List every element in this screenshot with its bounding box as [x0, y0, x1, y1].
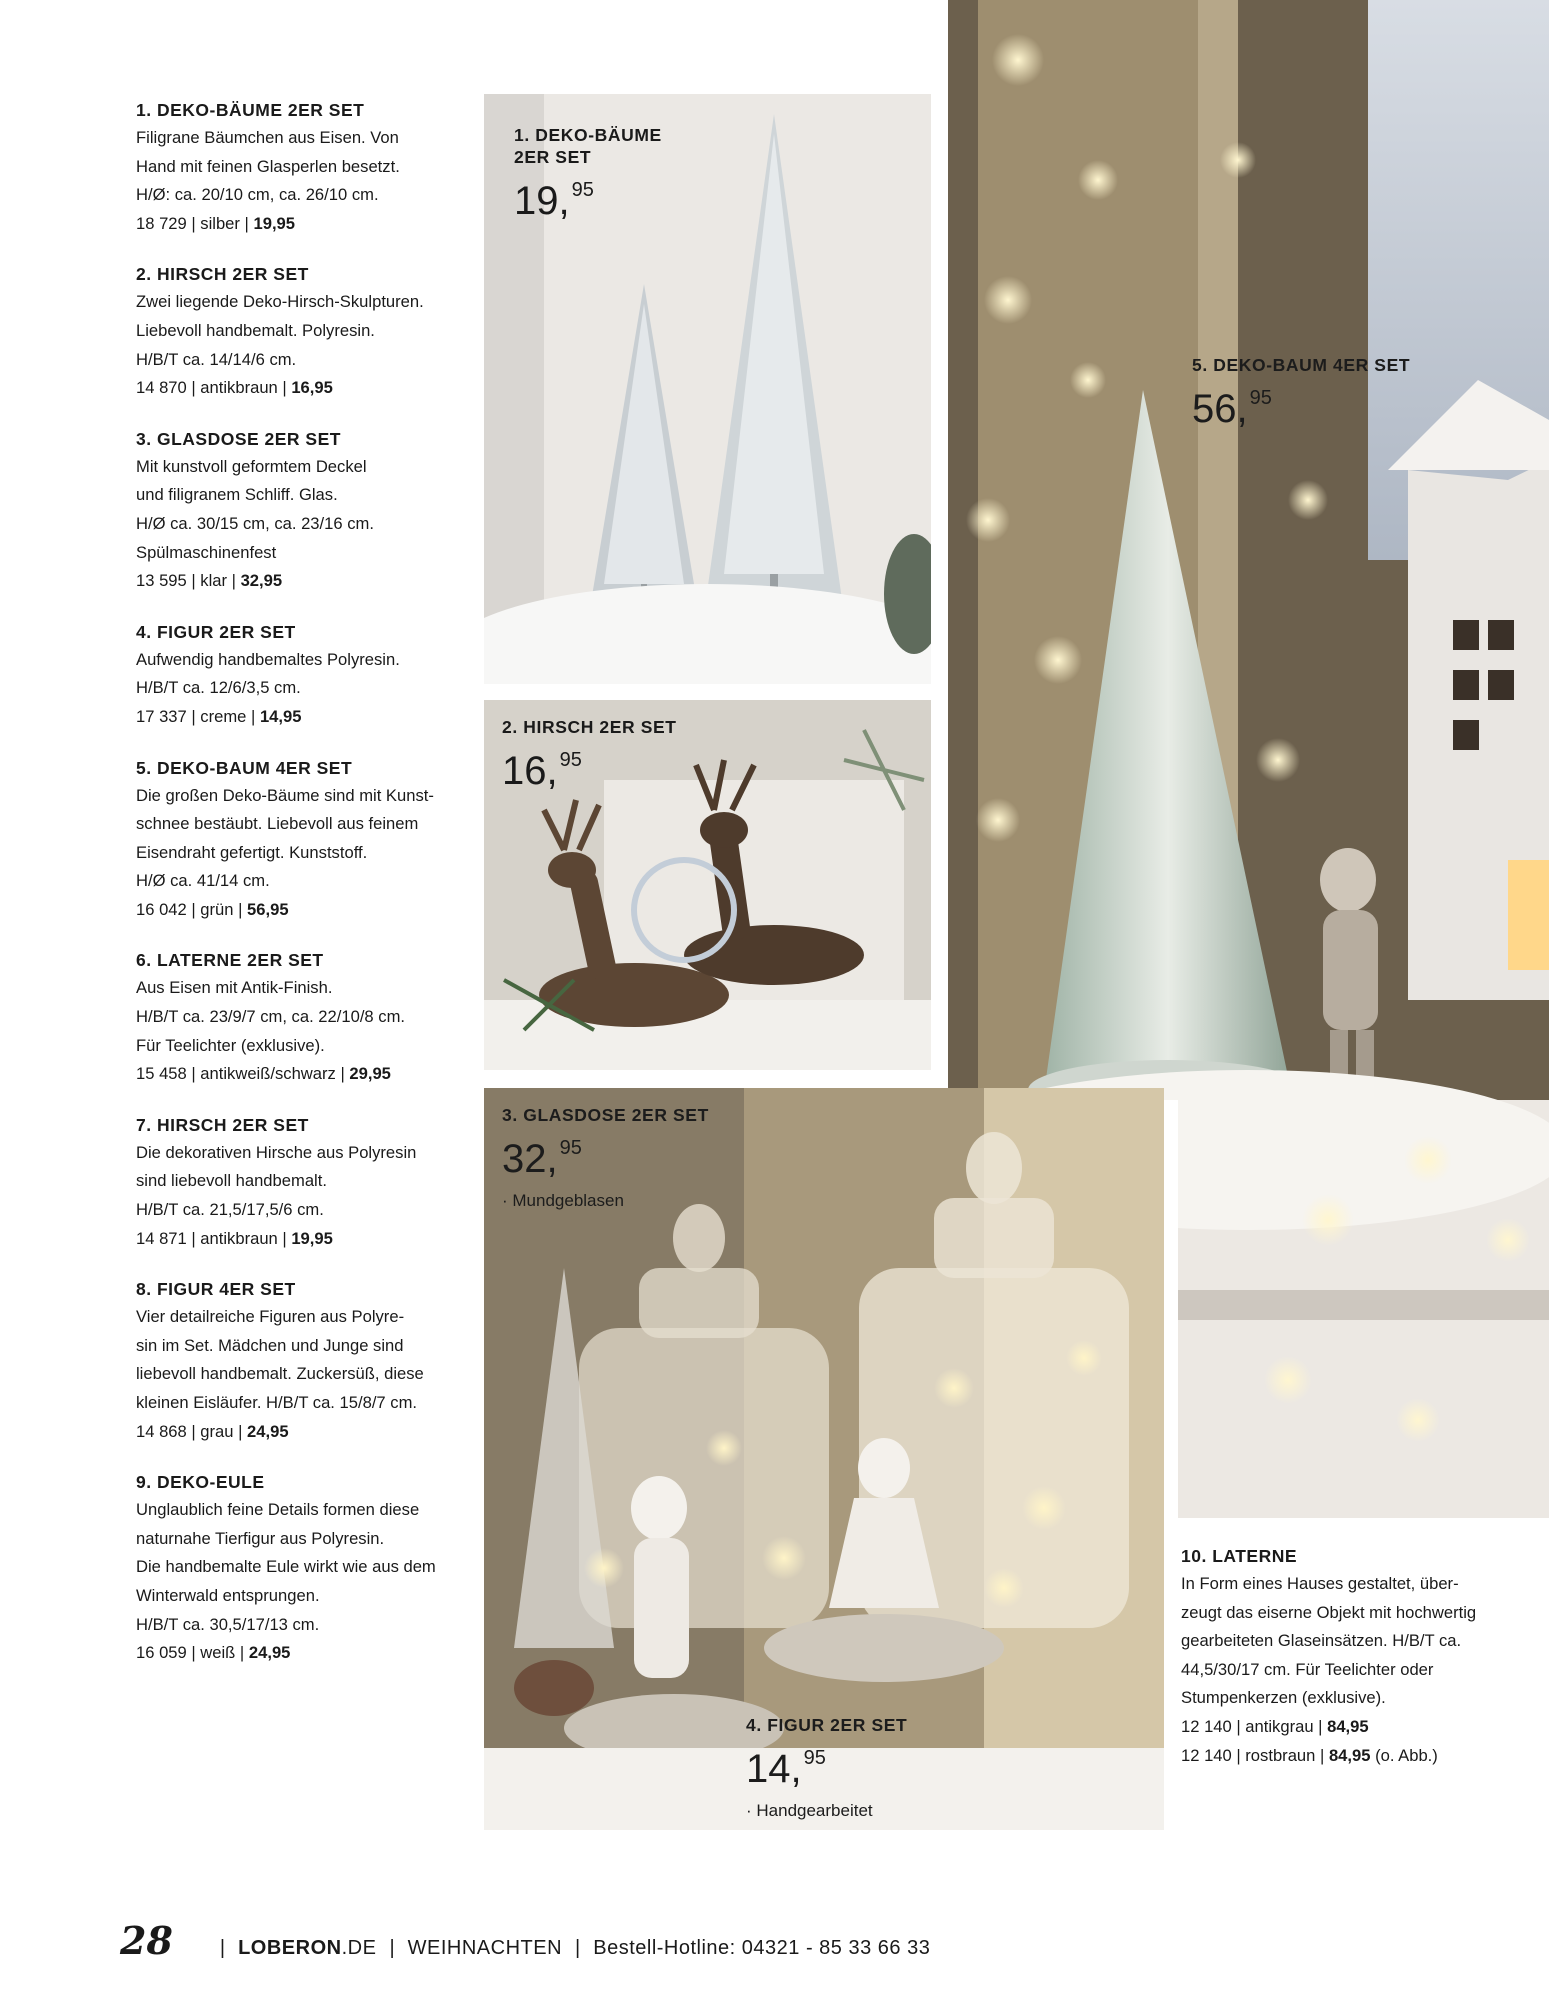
product-price: 16,95	[291, 378, 333, 398]
product-meta	[136, 896, 476, 925]
product-price: 19,95	[253, 213, 296, 233]
product-title: 4. FIGUR 2ER SET	[136, 621, 296, 642]
product-article: 18 729 | silber |	[136, 213, 249, 233]
product-article: 13 595 | klar |	[136, 571, 236, 591]
product-desc-line: gearbeiteten Glaseinsätzen. H/B/T ca.	[1181, 1631, 1462, 1651]
product-desc-line: Spülmaschinenfest	[136, 542, 277, 562]
footer-hotline: Bestell-Hotline: 04321 - 85 33 66 33	[593, 1937, 931, 1959]
price-label-amount	[514, 170, 662, 221]
product-desc-line: sin im Set. Mädchen und Junge sind	[136, 1335, 404, 1355]
price-label-deko-baeume	[514, 124, 662, 221]
product-article: 12 140 | antikgrau |	[1181, 1716, 1323, 1736]
product-desc-line: Aufwendig handbemaltes Polyresin.	[136, 649, 400, 669]
product-title: 8. FIGUR 4ER SET	[136, 1279, 296, 1300]
product-description-list	[136, 96, 476, 1690]
footer-section: WEIHNACHTEN	[407, 1937, 563, 1959]
product-desc-line: und filigranem Schliff. Glas.	[136, 485, 338, 505]
product-figur-4er	[136, 1275, 476, 1446]
product-desc-line: Die großen Deko-Bäume sind mit Kunst-	[136, 785, 434, 805]
price-label-name: 1. DEKO-BÄUME	[514, 125, 662, 145]
product-title: 3. GLASDOSE 2ER SET	[136, 428, 341, 449]
product-desc-line: Mit kunstvoll geformtem Deckel	[136, 456, 367, 476]
product-desc-line: Aus Eisen mit Antik-Finish.	[136, 978, 333, 998]
product-meta	[136, 1418, 476, 1447]
price-label-amount	[502, 1128, 709, 1179]
product-desc-line: Liebevoll handbemalt. Polyresin.	[136, 320, 375, 340]
product-desc-line: kleinen Eisläufer. H/B/T ca. 15/8/7 cm.	[136, 1393, 417, 1412]
brand-domain: .DE	[341, 1937, 377, 1959]
product-hirsch	[136, 260, 476, 402]
brand-link[interactable]	[238, 1937, 376, 1960]
product-desc-line: H/B/T ca. 12/6/3,5 cm.	[136, 678, 301, 698]
price-cents: 95	[571, 179, 594, 201]
product-desc-line: Die handbemalte Eule wirkt wie aus dem	[136, 1557, 436, 1577]
price-cents: 95	[1249, 387, 1272, 409]
price-label-note: · Handgearbeitet	[746, 1801, 873, 1820]
brand-name: LOBERON	[238, 1937, 342, 1959]
price-cents: 95	[559, 749, 582, 771]
product-desc-line: H/Ø ca. 41/14 cm.	[136, 871, 270, 891]
price-label-name-2: 2ER SET	[514, 147, 592, 167]
product-meta	[136, 567, 476, 596]
product-desc-line: H/Ø ca. 30/15 cm, ca. 23/16 cm.	[136, 513, 374, 533]
product-article: 17 337 | creme |	[136, 706, 256, 726]
product-desc-line: H/Ø: ca. 20/10 cm, ca. 26/10 cm.	[136, 185, 379, 205]
product-glasdose	[136, 425, 476, 596]
price-label-name: 2. HIRSCH 2ER SET	[502, 717, 677, 737]
product-title: 1. DEKO-BÄUME 2ER SET	[136, 100, 365, 120]
price-label-deko-baum	[1192, 354, 1410, 429]
product-title: 2. HIRSCH 2ER SET	[136, 264, 309, 285]
product-price: 14,95	[259, 706, 302, 726]
footer-divider: |	[219, 1937, 226, 1959]
product-desc-line: H/B/T ca. 30,5/17/13 cm.	[136, 1614, 320, 1634]
product-price: 84,95	[1327, 1716, 1369, 1736]
product-desc-line: schnee bestäubt. Liebevoll aus feinem	[136, 814, 419, 834]
product-price: 24,95	[248, 1643, 291, 1663]
footer-divider: |	[389, 1937, 395, 1959]
product-article: 16 042 | grün |	[136, 899, 243, 919]
price-label-amount	[746, 1738, 907, 1789]
price-label-glasdose	[502, 1104, 709, 1211]
product-article: 15 458 | antikweiß/schwarz |	[136, 1064, 345, 1084]
product-article: 14 868 | grau |	[136, 1421, 243, 1441]
product-price: 19,95	[291, 1228, 333, 1248]
product-desc-line: H/B/T ca. 21,5/17,5/6 cm.	[136, 1200, 324, 1220]
product-article: 12 140 | rostbraun |	[1181, 1745, 1325, 1765]
product-desc-line: In Form eines Hauses gestaltet, über-	[1181, 1574, 1459, 1593]
product-desc-line: naturnahe Tierfigur aus Polyresin.	[136, 1528, 385, 1548]
product-desc-line: 44,5/30/17 cm. Für Teelichter oder	[1181, 1659, 1434, 1679]
price-label-amount	[1192, 378, 1410, 429]
product-note: (o. Abb.)	[1375, 1745, 1438, 1765]
product-price: 32,95	[240, 571, 283, 591]
product-title: 7. HIRSCH 2ER SET	[136, 1114, 309, 1135]
product-price: 29,95	[349, 1064, 391, 1084]
product-meta	[136, 1639, 476, 1668]
product-desc-line: Filigrane Bäumchen aus Eisen. Von	[136, 128, 399, 147]
product-desc-line: Unglaublich feine Details formen diese	[136, 1500, 420, 1520]
product-meta	[136, 1060, 476, 1089]
product-deko-eule	[136, 1468, 476, 1668]
product-desc-line: Vier detailreiche Figuren aus Polyre-	[136, 1307, 405, 1327]
page-footer	[120, 1918, 931, 1963]
product-desc-line: Stumpenkerzen (exklusive).	[1181, 1688, 1386, 1708]
product-desc-line: H/B/T ca. 14/14/6 cm.	[136, 349, 297, 369]
product-desc-line: Für Teelichter (exklusive).	[136, 1035, 325, 1055]
price-main: 16,	[502, 749, 558, 793]
product-hirsch-2	[136, 1111, 476, 1253]
product-meta	[136, 374, 476, 403]
product-meta	[136, 1225, 476, 1254]
product-deko-baum	[136, 754, 476, 925]
page-number: 28	[120, 1918, 173, 1963]
product-price: 24,95	[247, 1421, 289, 1441]
price-label-name: 3. GLASDOSE 2ER SET	[502, 1105, 709, 1125]
product-desc-line: H/B/T ca. 23/9/7 cm, ca. 22/10/8 cm.	[136, 1007, 406, 1027]
product-desc-line: sind liebevoll handbemalt.	[136, 1171, 327, 1191]
price-main: 14,	[746, 1747, 802, 1791]
product-article: 16 059 | weiß |	[136, 1643, 245, 1663]
product-price: 84,95	[1328, 1745, 1371, 1765]
footer-divider: |	[575, 1937, 581, 1959]
product-laterne	[1181, 1542, 1511, 1770]
price-label-name: 4. FIGUR 2ER SET	[746, 1715, 908, 1735]
product-desc-line: Die dekorativen Hirsche aus Polyresin	[136, 1142, 417, 1162]
price-cents: 95	[803, 1747, 826, 1769]
product-price: 56,95	[247, 899, 289, 919]
product-meta	[1181, 1713, 1511, 1742]
product-desc-line: Eisendraht gefertigt. Kunststoff.	[136, 842, 368, 862]
price-main: 19,	[514, 179, 570, 223]
product-desc-line: zeugt das eiserne Objekt mit hochwertig	[1181, 1602, 1477, 1622]
product-laterne-2er	[136, 946, 476, 1088]
product-meta-2	[1181, 1742, 1511, 1771]
photo-glasdose	[484, 1088, 1164, 1830]
price-main: 56,	[1192, 387, 1248, 431]
photo-hirsch	[484, 700, 931, 1070]
product-article: 14 870 | antikbraun |	[136, 378, 287, 398]
product-deko-baeume	[136, 96, 476, 238]
product-title: 5. DEKO-BAUM 4ER SET	[136, 757, 353, 778]
price-label-hirsch	[502, 716, 677, 791]
product-title: 9. DEKO-EULE	[136, 1472, 265, 1493]
price-label-name: 5. DEKO-BAUM 4ER SET	[1192, 355, 1411, 375]
price-label-note: · Mundgeblasen	[502, 1191, 624, 1210]
product-title: 10. LATERNE	[1181, 1546, 1298, 1566]
product-article: 14 871 | antikbraun |	[136, 1228, 287, 1248]
price-label-figur	[746, 1714, 907, 1821]
product-desc-line: Hand mit feinen Glasperlen besetzt.	[136, 156, 400, 176]
price-cents: 95	[559, 1137, 582, 1159]
price-label-amount	[502, 740, 677, 791]
product-meta	[136, 210, 476, 239]
product-figur-2er	[136, 618, 476, 732]
product-desc-line: Winterwald entsprungen.	[136, 1585, 320, 1605]
product-desc-line: Zwei liegende Deko-Hirsch-Skulpturen.	[136, 292, 424, 312]
product-desc-line: liebevoll handbemalt. Zuckersüß, diese	[136, 1364, 424, 1384]
product-meta	[136, 703, 476, 732]
product-title: 6. LATERNE 2ER SET	[136, 950, 324, 971]
photo-deko-baeume	[484, 94, 931, 684]
price-main: 32,	[502, 1137, 558, 1181]
